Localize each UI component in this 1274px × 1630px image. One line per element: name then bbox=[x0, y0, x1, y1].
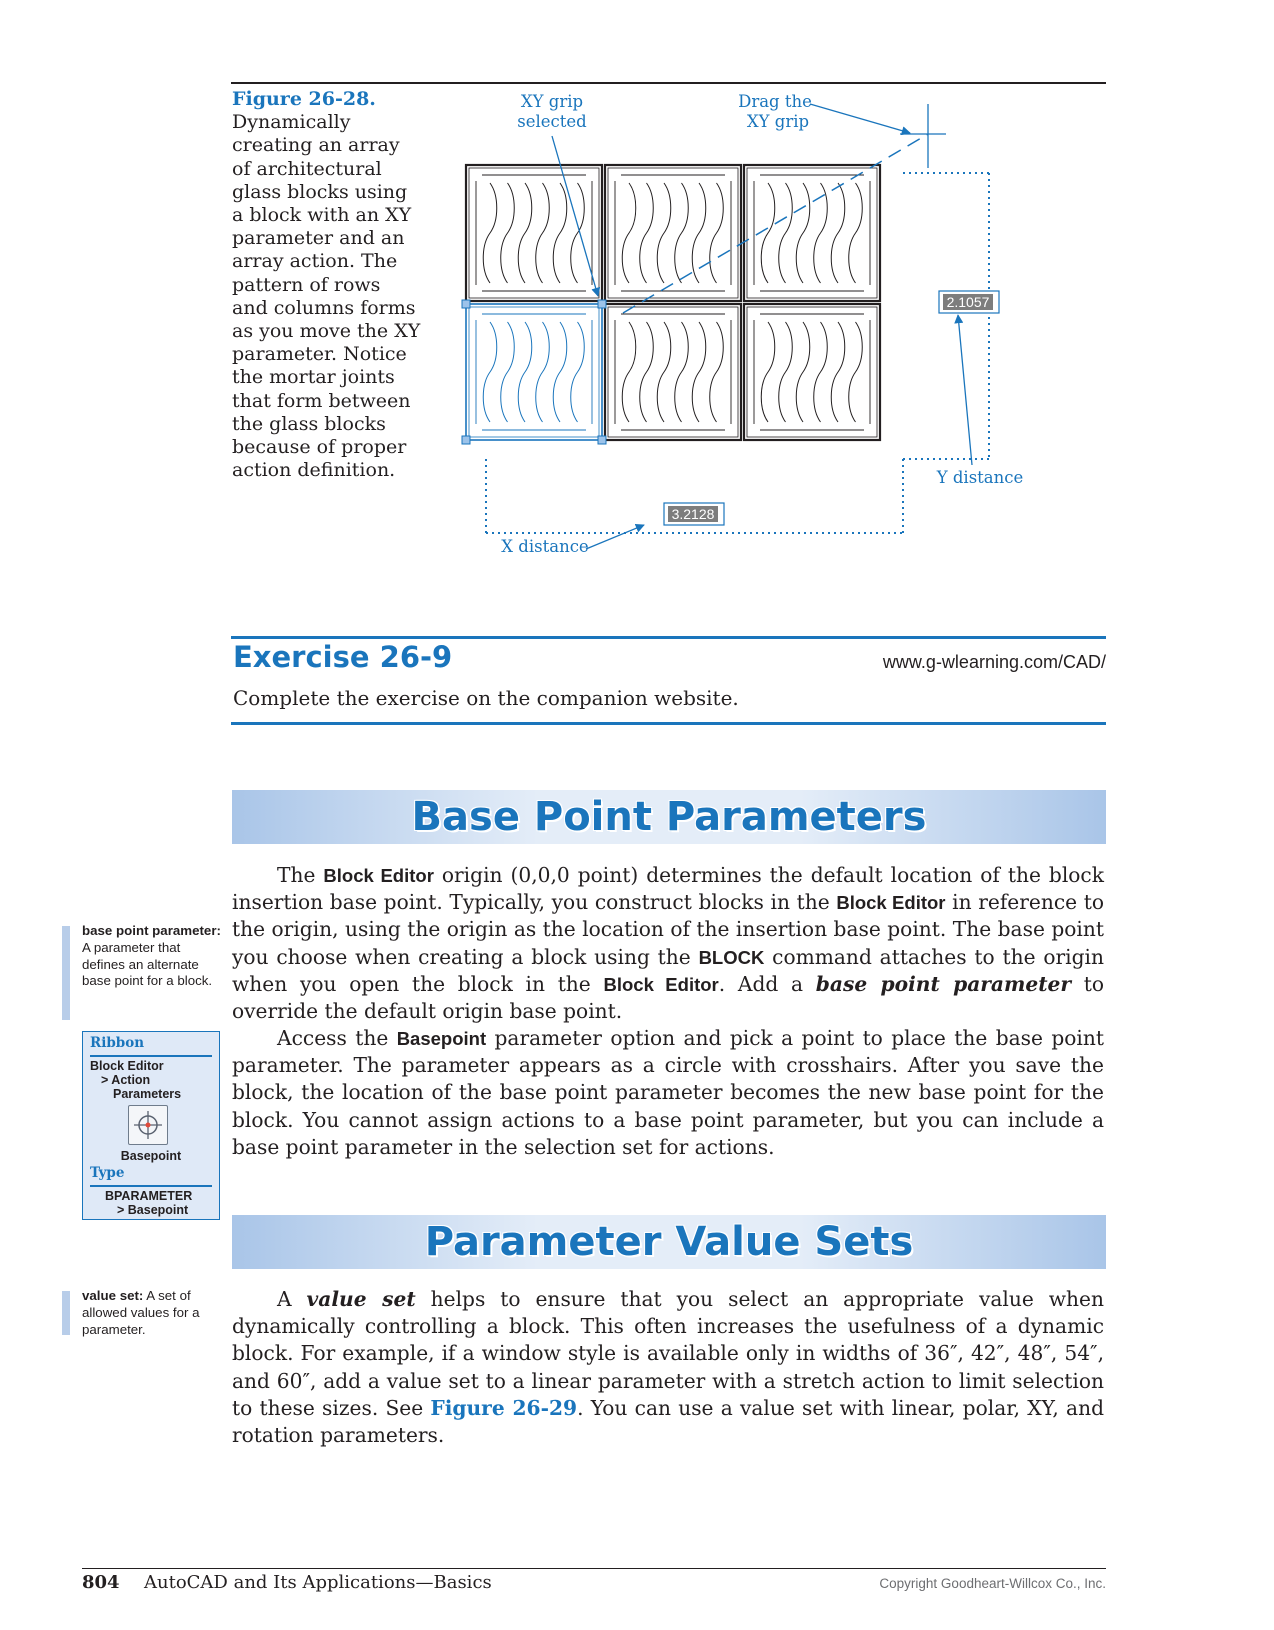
basepoint-crosshair-icon[interactable] bbox=[128, 1105, 168, 1145]
glass-block bbox=[744, 304, 880, 440]
x-distance-label: X distance bbox=[501, 537, 589, 556]
exercise-rule-bottom bbox=[231, 722, 1106, 725]
grip-handle bbox=[598, 300, 606, 308]
section-heading-base-point bbox=[232, 790, 1106, 844]
exercise-text: Complete the exercise on the companion website. bbox=[233, 686, 739, 710]
xy-grip-label-line1: XY grip bbox=[520, 92, 584, 111]
key-term: value set bbox=[306, 1287, 416, 1311]
section-heading-text: Parameter Value Sets bbox=[424, 1219, 914, 1265]
glass-block bbox=[466, 165, 602, 301]
y-distance-readout bbox=[939, 291, 999, 313]
x-distance-leader bbox=[586, 525, 644, 549]
margin-note-bar bbox=[62, 1291, 70, 1335]
copyright: Copyright Goodheart-Willcox Co., Inc. bbox=[879, 1576, 1106, 1591]
margin-note-definition: A parameter that defines an alternate base point for a block. bbox=[82, 939, 213, 989]
xy-grip-label-line2: selected bbox=[517, 112, 587, 131]
y-distance-leader bbox=[958, 315, 972, 465]
top-rule bbox=[231, 82, 1106, 84]
section-heading-text: Base Point Parameters bbox=[411, 794, 927, 840]
figure-caption bbox=[232, 88, 422, 482]
glass-block-selected bbox=[466, 304, 602, 440]
ribbon-panel-1: > Action bbox=[101, 1073, 151, 1087]
footer-rule bbox=[82, 1568, 1106, 1569]
paragraph-basepoint-access: Access the Basepoint parameter option and pick a point to place the base point parameter. The parameter appears as a circle with crosshairs. After you save the block, the location of the base point parameter becomes the new base point for the block. You cannot assign actions to a base point parameter, but you can include a base point parameter in the selection set for actions. bbox=[232, 1026, 1104, 1159]
key-term: base point parameter bbox=[815, 971, 1072, 996]
crosshair-cursor-icon bbox=[900, 104, 946, 168]
ribbon-access-box bbox=[82, 1031, 220, 1220]
figure-caption-text: Dynamically creating an array of architectural glass blocks using a block with an XY parameter and an array action. The pattern of rows and columns forms as you move the XY parameter. Notice the mortar joints that form between the glass blocks because of proper action definition. bbox=[232, 111, 421, 482]
ribbon-heading: Ribbon bbox=[90, 1035, 145, 1051]
x-distance-value: 3.2128 bbox=[671, 506, 715, 522]
margin-note-bar bbox=[62, 926, 70, 1020]
margin-note-term: base point parameter: bbox=[82, 923, 221, 938]
paragraph-base-point-intro: The Block Editor origin (0,0,0 point) determines the default location of the block insertion base point. Typically, you construct blocks in the Block Editor in reference to the origin, using the origin as the location of the insertion base point. The base point you choose when creating a block using the BLOCK command attaches to the origin when you open the block in the Block Editor. Add a base point parameter to override the default origin base point. bbox=[232, 863, 1105, 1024]
grip-handle bbox=[598, 436, 606, 444]
exercise-title: Exercise 26-9 bbox=[233, 640, 453, 674]
drag-label-line1: Drag the bbox=[738, 92, 812, 111]
ribbon-button-label: Basepoint bbox=[120, 1149, 182, 1163]
glass-block bbox=[744, 165, 880, 301]
exercise-url[interactable]: www.g-wlearning.com/CAD/ bbox=[882, 652, 1106, 672]
ribbon-rule bbox=[90, 1055, 212, 1057]
drag-label-line2: XY grip bbox=[746, 112, 810, 131]
margin-note-term: value set: bbox=[82, 1288, 144, 1303]
margin-note-definition: A set of allowed values for a parameter. bbox=[82, 1288, 200, 1337]
exercise-rule-top bbox=[231, 636, 1106, 639]
ribbon-tab: Block Editor bbox=[90, 1059, 164, 1073]
ribbon-panel-2: Parameters bbox=[113, 1087, 182, 1101]
margin-note-base-point bbox=[62, 923, 222, 990]
y-distance-value: 2.1057 bbox=[946, 294, 990, 310]
type-rule bbox=[90, 1185, 212, 1187]
glass-block-grid bbox=[462, 165, 880, 444]
book-title: AutoCAD and Its Applications—Basics bbox=[144, 1572, 492, 1593]
glass-block bbox=[605, 165, 741, 301]
type-command: BPARAMETER bbox=[105, 1189, 193, 1203]
grip-handle bbox=[462, 436, 470, 444]
figure-number: Figure 26-28. bbox=[232, 88, 376, 110]
type-option: > Basepoint bbox=[117, 1203, 189, 1217]
margin-note-value-set bbox=[62, 1288, 222, 1338]
paragraph-value-sets: A value set helps to ensure that you select an appropriate value when dynamically controlling a block. This often increases the usefulness of a dynamic block. For example, if a window style is available only in widths of 36″, 42″, 48″, 54″, and 60″, add a value set to a linear parameter with a stretch action to limit selection to these sizes. See Figure 26-29. You can use a value set with linear, polar, XY, and rotation parameters. bbox=[232, 1287, 1104, 1448]
glass-block bbox=[605, 304, 741, 440]
section-heading-value-sets bbox=[232, 1215, 1106, 1269]
grip-handle bbox=[462, 300, 470, 308]
figure-reference-link[interactable]: Figure 26-29 bbox=[430, 1395, 578, 1420]
glass-block-array-figure bbox=[440, 90, 1080, 590]
drag-leader bbox=[810, 104, 910, 133]
page-number: 804 bbox=[82, 1572, 120, 1593]
x-distance-readout bbox=[664, 503, 724, 525]
type-heading: Type bbox=[90, 1165, 125, 1181]
y-distance-label: Y distance bbox=[936, 468, 1024, 487]
